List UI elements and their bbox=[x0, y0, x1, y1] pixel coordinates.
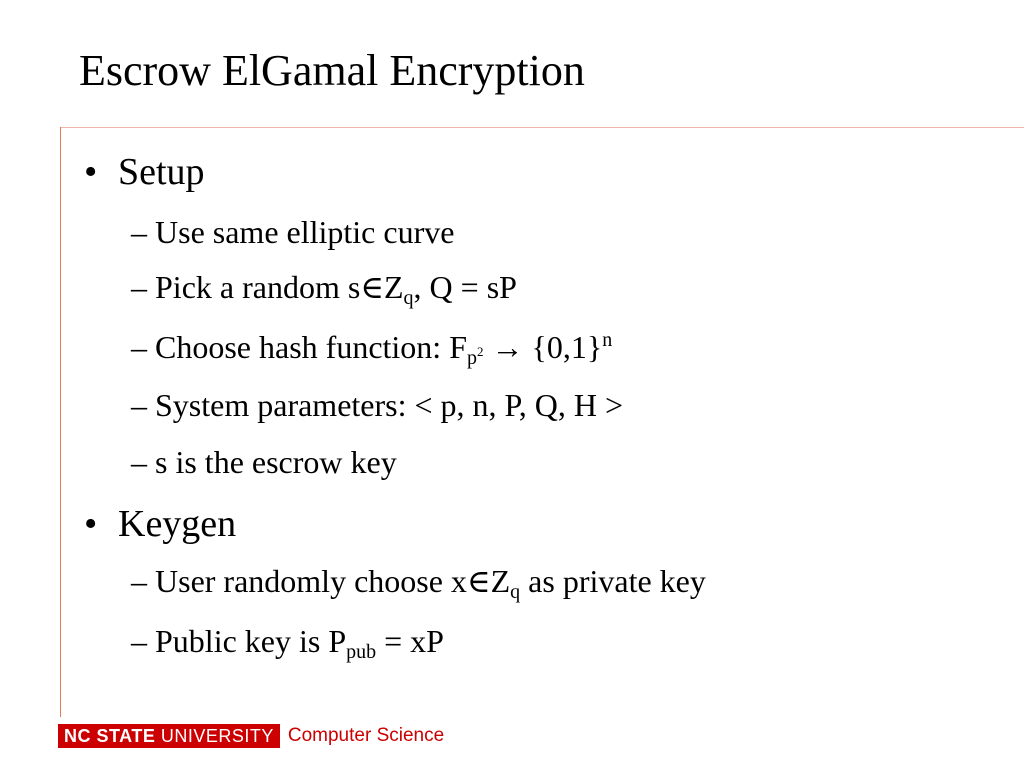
subscript: pub bbox=[346, 641, 377, 663]
title-divider bbox=[60, 127, 1024, 128]
sub-item-text: System parameters: < p, n, P, Q, H > bbox=[155, 387, 624, 423]
sub-item bbox=[131, 386, 623, 424]
bullet-setup bbox=[84, 150, 205, 194]
superscript: n bbox=[602, 329, 613, 351]
logo-text-regular: UNIVERSITY bbox=[160, 726, 274, 746]
sub-item bbox=[131, 268, 517, 309]
logo-text-bold: NC STATE bbox=[64, 726, 156, 746]
sub-item bbox=[131, 328, 613, 369]
subscript-superscript: 2 bbox=[476, 344, 484, 359]
sub-item-text: s is the escrow key bbox=[155, 444, 397, 480]
sub-item-text: as private key bbox=[520, 563, 706, 599]
sub-item-text: Choose hash function: F bbox=[155, 329, 467, 365]
slide-title: Escrow ElGamal Encryption bbox=[79, 46, 585, 95]
dash: – bbox=[131, 329, 147, 365]
sub-item-text: = xP bbox=[376, 623, 444, 659]
bullet-label: Setup bbox=[118, 151, 205, 193]
sub-item-text: Use same elliptic curve bbox=[155, 214, 455, 250]
sub-item-text: User randomly choose x∈Z bbox=[155, 563, 511, 599]
sub-item bbox=[131, 213, 454, 251]
nc-state-logo bbox=[58, 724, 280, 748]
dash: – bbox=[131, 387, 147, 423]
sub-item-text: , Q = sP bbox=[413, 269, 517, 305]
bullet-keygen bbox=[84, 502, 236, 546]
sub-item bbox=[131, 562, 706, 603]
dash: – bbox=[131, 269, 147, 305]
left-margin-rule bbox=[60, 127, 61, 717]
footer bbox=[58, 724, 444, 748]
subscript: q bbox=[403, 287, 414, 309]
sub-item-text: → {0,1} bbox=[483, 329, 603, 365]
bullet-label: Keygen bbox=[118, 503, 237, 545]
subscript: p2 bbox=[466, 344, 484, 369]
sub-item bbox=[131, 622, 444, 663]
dash: – bbox=[131, 563, 147, 599]
dash: – bbox=[131, 444, 147, 480]
dash: – bbox=[131, 214, 147, 250]
sub-item-text: Public key is P bbox=[155, 623, 347, 659]
sub-item-text: Pick a random s∈Z bbox=[155, 269, 404, 305]
subscript: q bbox=[510, 581, 521, 603]
bullet-dot: • bbox=[84, 151, 98, 193]
department-label: Computer Science bbox=[287, 725, 445, 746]
sub-item bbox=[131, 443, 397, 481]
bullet-dot: • bbox=[84, 503, 98, 545]
dash: – bbox=[131, 623, 147, 659]
